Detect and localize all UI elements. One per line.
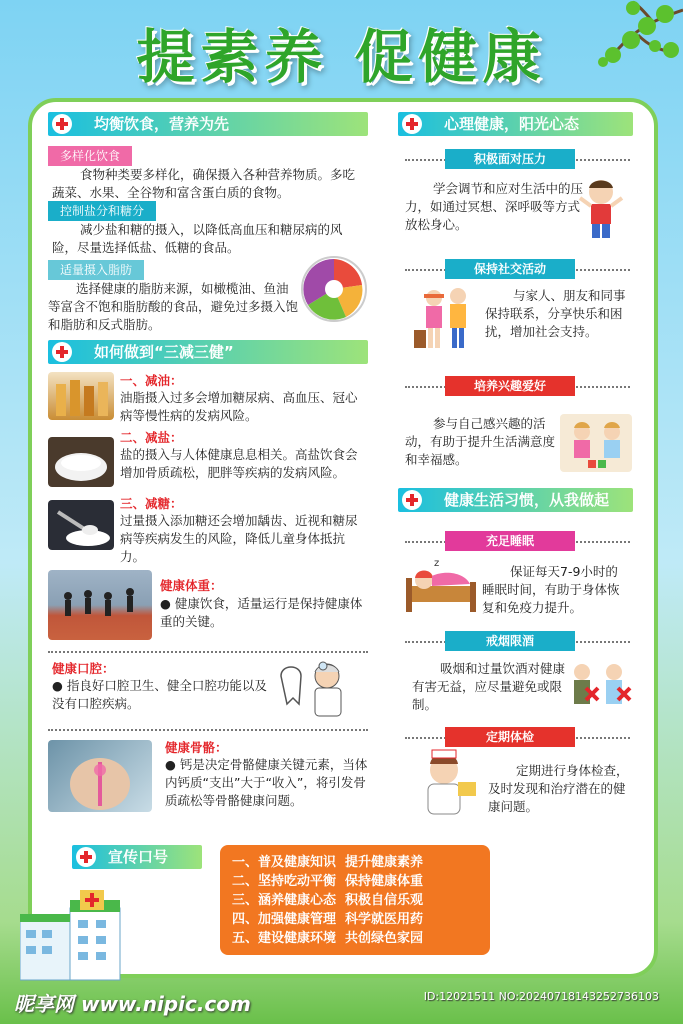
- medical-cross-icon: [402, 114, 422, 134]
- header-healthy-habits: 健康生活习惯，从我做起: [398, 488, 633, 512]
- slogan-line: 四、加强健康管理 科学就医用药: [232, 912, 424, 927]
- healthy-weight-title: 健康体重：: [160, 578, 223, 593]
- food-plate-illustration: [300, 255, 368, 323]
- text-enough-sleep: 保证每天7-9小时的睡眠时间，有助于身体恢复和免疫力提升。: [482, 564, 620, 615]
- slogan-line: 二、坚持吃动平衡 保持健康体重: [232, 874, 424, 889]
- header-mental-health: 心理健康，阳光心态: [398, 112, 633, 136]
- sub-label-moderate-fat: 适量摄入脂肪: [48, 260, 144, 280]
- runners-image: [48, 570, 152, 640]
- oil-bottles-image: [48, 372, 114, 420]
- sub-label-diverse-diet: 多样化饮食: [48, 146, 132, 166]
- slogan-line: 一、普及健康知识 提升健康素养: [232, 855, 424, 870]
- reduce-sugar-text: 过量摄入添加糖还会增加龋齿、近视和糖尿病等疾病发生的风险，降低儿童身体抵抗力。: [120, 513, 358, 564]
- medical-cross-icon: [402, 490, 422, 510]
- healthy-bone-text: ● 钙是决定骨骼健康关键元素，当体内钙质“支出”大于“收入”，将引发骨质疏松等骨骼健康问题。: [165, 757, 368, 808]
- text-control-salt-sugar: 减少盐和糖的摄入，以降低高血压和糖尿病的风险，尽量选择低盐、低糖的食品。: [52, 222, 343, 255]
- children-playing-image: [560, 414, 632, 472]
- sub-label-control-salt-sugar: 控制盐分和糖分: [48, 201, 156, 221]
- text-regular-checkup: 定期进行身体检查，及时发现和治疗潜在的健康问题。: [488, 763, 629, 814]
- salt-bowl-image: [48, 437, 114, 487]
- label-social-activity: 保持社交活动: [445, 259, 575, 279]
- text-hobbies: 参与自己感兴趣的活动，有助于提升生活满意度和幸福感。: [405, 416, 556, 467]
- family-travel-illustration: [412, 284, 480, 354]
- healthy-oral-title: 健康口腔：: [52, 661, 115, 676]
- healthy-weight-text: ● 健康饮食，适量运行是保持健康体重的关键。: [160, 596, 363, 629]
- sugar-spoon-image: [48, 500, 114, 550]
- healthy-oral-text: ● 指良好口腔卫生、健全口腔功能以及没有口腔疾病。: [52, 678, 267, 711]
- skeleton-back-image: [48, 740, 152, 812]
- sleeping-child-illustration: [404, 556, 478, 616]
- slogan-line: 五、建设健康环境 共创绿色家园: [232, 931, 424, 946]
- text-social-activity: 与家人、朋友和同事保持联系，分享快乐和困扰，增加社会支持。: [485, 288, 626, 339]
- svg-text:z: z: [434, 558, 440, 569]
- label-regular-checkup: 定期体检: [445, 727, 575, 747]
- watermark-id: ID:12021511 NO:20240718143252736103: [423, 990, 659, 1003]
- divider: [48, 729, 368, 731]
- label-enough-sleep: 充足睡眠: [445, 531, 575, 551]
- reduce-salt-title: 二、减盐：: [120, 430, 183, 445]
- tooth-doctor-illustration: [275, 658, 355, 720]
- label-hobbies: 培养兴趣爱好: [445, 376, 575, 396]
- header-balanced-diet: 均衡饮食，营养为先: [48, 112, 368, 136]
- nurse-illustration: [414, 748, 482, 820]
- label-no-smoke-limit-alcohol: 戒烟限酒: [445, 631, 575, 651]
- slogan-line: 三、涵养健康心态 积极自信乐观: [232, 893, 424, 908]
- medical-cross-icon: [76, 847, 96, 867]
- header-slogan: 宣传口号: [72, 845, 202, 869]
- text-face-pressure: 学会调节和应对生活中的压力，如通过冥想、深呼吸等方式放松身心。: [405, 181, 584, 232]
- healthy-bone-title: 健康骨骼：: [165, 740, 228, 755]
- reduce-salt-text: 盐的摄入与人体健康息息相关。高盐饮食会增加骨质疏松，肥胖等疾病的发病风险。: [120, 447, 358, 480]
- header-three-reduce-three-health: 如何做到“三减三健”: [48, 340, 368, 364]
- page-title: 提素养 促健康: [136, 23, 547, 91]
- tree-branch-decoration: [543, 0, 683, 90]
- medical-cross-icon: [52, 342, 72, 362]
- smoking-drinking-forbidden-illustration: [568, 660, 632, 716]
- reduce-oil-text: 油脂摄入过多会增加糖尿病、高血压、冠心病等慢性病的发病风险。: [120, 390, 358, 423]
- reduce-sugar-title: 三、减糖：: [120, 496, 183, 511]
- label-face-pressure: 积极面对压力: [445, 149, 575, 169]
- slogan-box: [220, 845, 490, 955]
- text-diverse-diet: 食物种类要多样化，确保摄入各种营养物质。多吃蔬菜、水果、全谷物和富含蛋白质的食物。: [52, 167, 356, 200]
- cheerful-boy-illustration: [576, 176, 626, 242]
- watermark-site: 昵享网 www.nipic.com: [14, 992, 251, 1016]
- medical-cross-icon: [52, 114, 72, 134]
- divider: [48, 651, 368, 653]
- text-moderate-fat: 选择健康的脂肪来源，如橄榄油、鱼油等富含不饱和脂肪酸的食品，避免过多摄入饱和脂肪和反式脂肪。: [48, 281, 299, 332]
- hospital-building-illustration: [20, 890, 140, 985]
- text-no-smoke-limit-alcohol: 吸烟和过量饮酒对健康有害无益，应尽量避免或限制。: [412, 661, 566, 712]
- reduce-oil-title: 一、减油：: [120, 373, 183, 388]
